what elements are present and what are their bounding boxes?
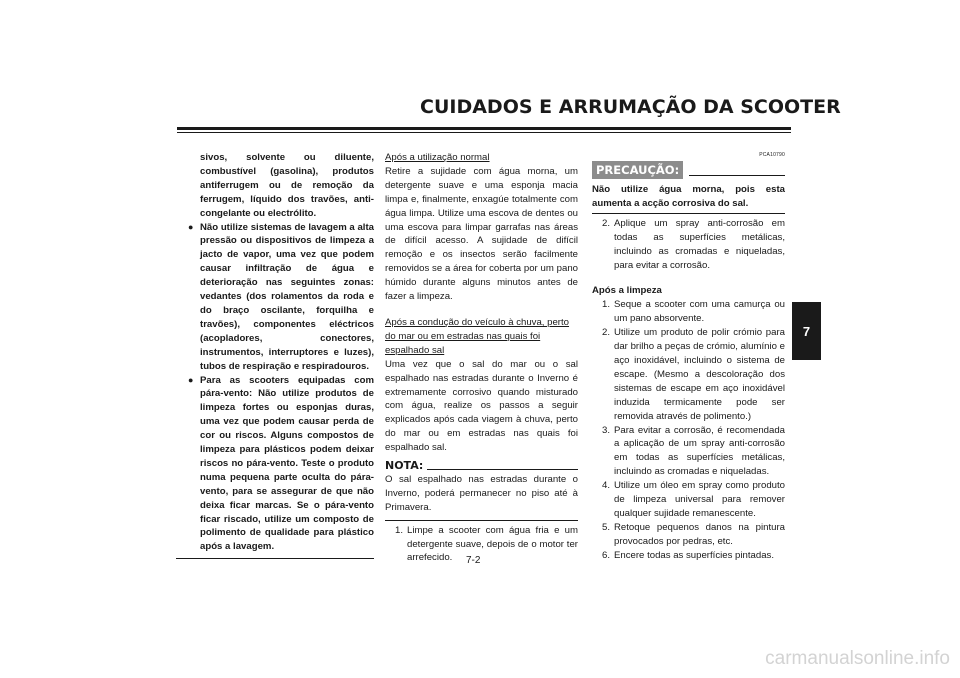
step-text: Retoque pequenos danos na pintura provocados por pedras, etc. [614,521,785,547]
caution-end-rule [592,213,785,214]
step-text: Aplique um spray anti-corrosão em todas as superfícies metálicas, incluindo as cromadas e niqueladas, para evitar a corrosão. [614,217,785,271]
step-text: Utilize um produto de polir crómio para dar brilho a peças de crómio, alumínio e aço inoxidável, incluindo o sistema de escape. (Mesmo a descoloração dos sistemas de escape em aço inoxidável induzida termicamente pode ser removida através de polimento.) [614,327,785,422]
numbered-step [592,521,785,549]
bullet-text: Para as scooters equipadas com pára-vento: Não utilize produtos de limpeza fortes ou esponjas duras, uma vez que podem causar perda de cor ou riscos. Alguns compostos de limpeza para plásticos podem deixar riscos no pára-vento. Teste o produto numa pequena parte oculta do pára-vento, para se assegurar de que não deixa ficar marcas. Se o pára-vento ficar riscado, utilize um composto de polimento de qualidade para plástico após a lavagem. [200,374,374,553]
note-header [385,459,578,473]
step-number: 3. [602,424,611,436]
numbered-step [592,298,785,326]
step-number: 1. [602,299,611,311]
bullet-dot-icon: ● [188,374,194,385]
bullet-text: Não utilize sistemas de lavagem a alta pressão ou dispositivos de limpeza a jacto de vapor, uma vez que podem causar infiltração de água e deterioração nas seguintes zonas: vedantes (dos rolamentos da roda e do braço oscilante, forquilha e travões), componentes eléctricos (acopladores, conectores, instrumentos, interruptores e luzes), tubos de respiração e respiradouros. [200,221,374,372]
reference-code: PCA10790 [759,152,785,158]
spacer [592,272,785,284]
step-number: 5. [602,521,611,533]
section-heading-rain-sea-salt: Após a condução do veículo à chuva, perto do mar ou em estradas nas quais foi espalhado sal [385,316,570,356]
step-text: Seque a scooter com uma camurça ou um pano absorvente. [614,299,785,325]
paragraph-rain-sea-salt: Uma vez que o sal do mar ou o sal espalhado nas estradas durante o Inverno é extremamente corrosivo quando misturado com água, realize os passos a seguir explicados após cada viagem à chuva, perto do mar ou em estradas nas quais foi espalhado sal. [385,358,578,454]
bullet-dot-icon: ● [188,221,194,232]
numbered-step [592,424,785,480]
chapter-tab: 7 [792,302,821,360]
numbered-step [592,326,785,423]
step-text: Utilize um óleo em spray como produto de limpeza universal para remover qualquer sujidade remanescente. [614,480,785,519]
page-number: 7-2 [466,555,481,566]
step-number: 2. [602,217,611,229]
numbered-step [592,549,785,563]
caution-rule [689,175,785,176]
note-end-rule [385,520,578,521]
watermark: carmanualsonline.info [765,648,950,669]
column-3 [592,151,785,563]
note-rule [427,469,578,470]
section-heading-after-cleaning: Após a limpeza [592,285,662,297]
spacer [385,304,578,316]
caution-label: PRECAUÇÃO: [592,161,683,179]
note-label: NOTA: [385,459,424,473]
step-number: 1. [395,524,404,536]
section-end-rule [176,558,374,559]
numbered-step [385,524,578,566]
step-number: 6. [602,549,611,561]
note-text: O sal espalhado nas estradas durante o Inverno, poderá permanecer no piso até à Primavera. [385,473,578,513]
column-1 [186,151,374,559]
bullet-item [186,221,374,374]
paragraph-normal-use: Retire a sujidade com água morna, um detergente suave e uma esponja macia limpa e, finalmente, enxagúe totalmente com água limpa. Utilize uma escova de dentes ou uma escova para limpar garrafas nas áreas de difícil acesso. A sujidade de difícil remoção e os insectos serão facilmente removidos se a área for coberta por um pano húmido durante alguns minutos antes de fazer a limpeza. [385,165,578,303]
title-rule [177,127,791,130]
section-heading-normal-use: Após a utilização normal [385,152,490,163]
bullet-item [186,374,374,555]
caution-text: Não utilize água morna, pois esta aumenta a acção corrosiva do sal. [592,184,785,209]
step-number: 4. [602,480,611,492]
title-rule-thin [177,132,791,133]
numbered-step [592,479,785,521]
page-title: CUIDADOS E ARRUMAÇÃO DA SCOOTER [420,96,841,118]
step-text: Encere todas as superfícies pintadas. [614,549,774,561]
numbered-step [592,217,785,273]
column-2 [385,151,578,565]
lead-paragraph: sivos, solvente ou diluente, combustível (gasolina), produtos antiferrugem ou de remoção da ferrugem, líquido dos travões, anti-congelante ou electrólito. [200,152,374,219]
caution-header [592,161,785,179]
step-number: 2. [602,327,611,339]
step-text: Para evitar a corrosão, é recomendada a aplicação de um spray anti-corrosão em todas as superfícies metálicas, incluindo as cromadas e niqueladas. [614,424,785,478]
step-text: Limpe a scooter com água fria e um detergente suave, depois de o motor ter arrefecido. [407,524,578,564]
